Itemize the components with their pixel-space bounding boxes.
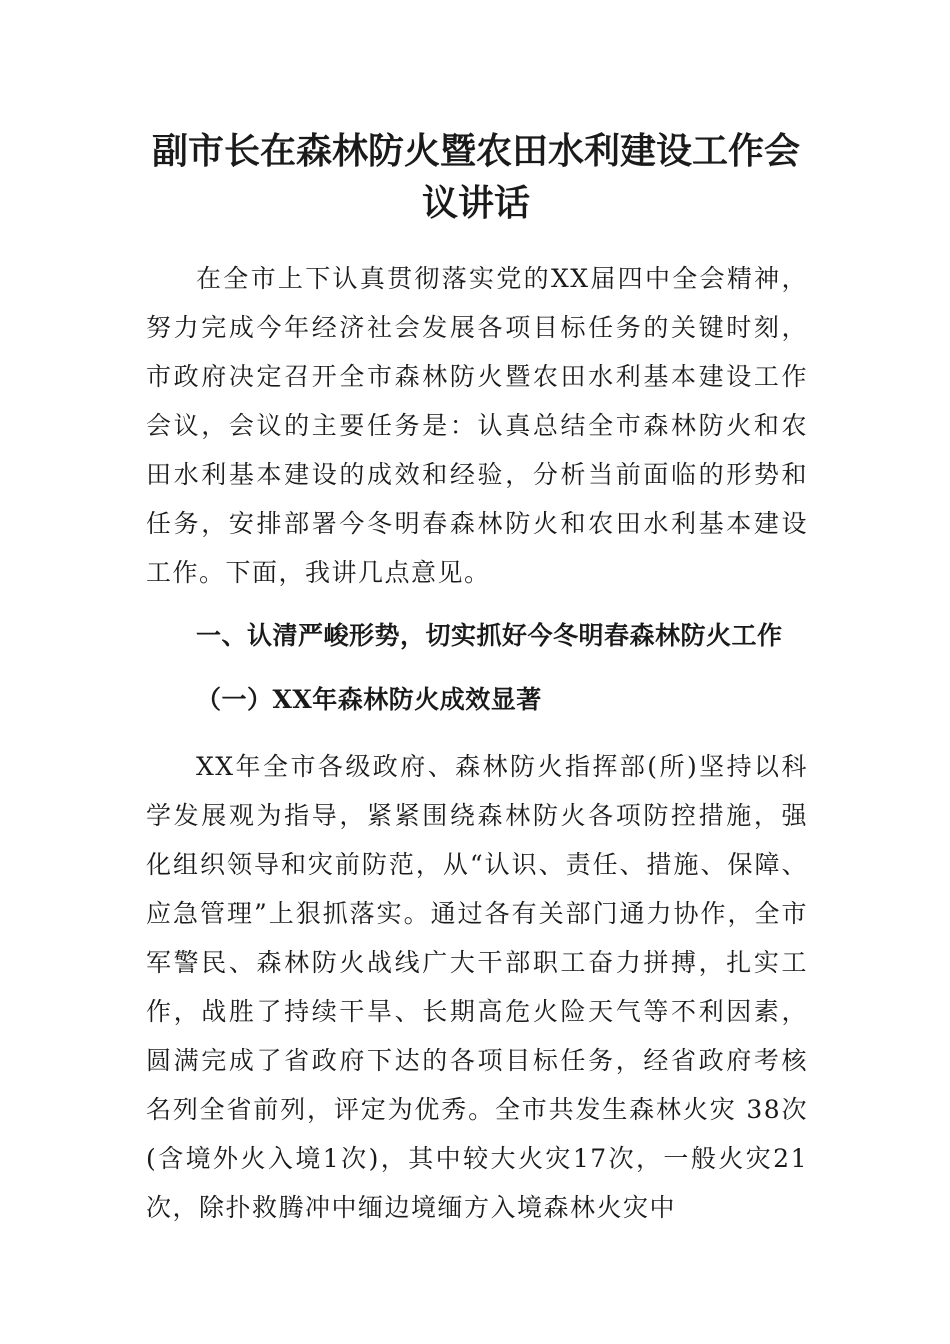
title-line-2: 议讲话 xyxy=(421,183,530,224)
section-1-heading: 一、认清严峻形势，切实抓好今冬明春森林防火工作 xyxy=(196,621,783,650)
document-title xyxy=(146,126,806,230)
subsection-1-heading: （一）XX年森林防火成效显著 xyxy=(196,685,542,714)
intro-paragraph: 在全市上下认真贯彻落实党的XX届四中全会精神，努力完成今年经济社会发展各项目标任务的关键时刻，市政府决定召开全市森林防火暨农田水利基本建设工作会议，会议的主要任务是：认真总结全市森林防火和农田水利基本建设的成效和经验，分析当前面临的形势和任务，安排部署今冬明春森林防火和农田水利基本建设工作。下面，我讲几点意见。 xyxy=(146,264,808,587)
title-line-1: 副市长在森林防火暨农田水利建设工作会 xyxy=(151,131,800,172)
subsection-1-paragraph: XX年全市各级政府、森林防火指挥部(所)坚持以科学发展观为指导，紧紧围绕森林防火各项防控措施，强化组织领导和灾前防范，从“认识、责任、措施、保障、应急管理”上狠抓落实。通过各有关部门通力协作，全市军警民、森林防火战线广大干部职工奋力拼搏，扎实工作，战胜了持续干旱、长期高危火险天气等不利因素，圆满完成了省政府下达的各项目标任务，经省政府考核名列全省前列，评定为优秀。全市共发生森林火灾 38次(含境外火入境1次)，其中较大火灾17次，一般火灾21次，除扑救腾冲中缅边境缅方入境森林火灾中 xyxy=(146,752,808,1222)
